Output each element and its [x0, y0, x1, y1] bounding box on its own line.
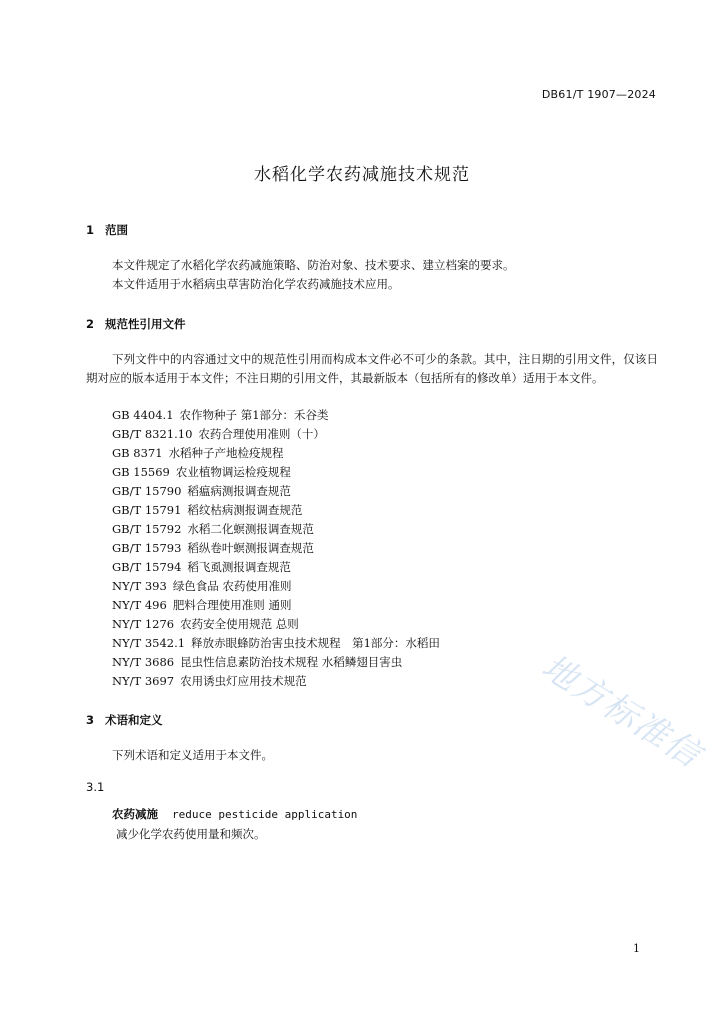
reference-title: 农作物种子 第1部分：禾谷类: [179, 408, 329, 422]
reference-code: NY/T 1276: [112, 617, 175, 631]
reference-code: GB 15569: [112, 465, 170, 479]
page-number: 1: [633, 942, 640, 955]
reference-code: NY/T 3686: [112, 655, 175, 669]
scope-line: 本文件规定了水稻化学农药减施策略、防治对象、技术要求、建立档案的要求。: [112, 258, 515, 272]
document-title: 水稻化学农药减施技术规范: [254, 165, 470, 185]
reference-list: [112, 406, 440, 691]
term-english: reduce pesticide application: [172, 808, 358, 821]
reference-item: [112, 653, 440, 672]
reference-item: [112, 596, 440, 615]
reference-code: GB/T 15792: [112, 522, 182, 536]
reference-code: GB/T 8321.10: [112, 427, 193, 441]
reference-title: 稻纵卷叶螟测报调查规范: [187, 541, 314, 555]
reference-item: [112, 520, 440, 539]
normative-intro: 下列文件中的内容通过文中的规范性引用而构成本文件必不可少的条款。其中，注日期的引用文件，仅该日期对应的版本适用于本文件；不注日期的引用文件，其最新版本（包括所有的修改单）适用于本文件。: [86, 352, 658, 385]
reference-code: GB 8371: [112, 446, 163, 460]
watermark: 地方标准信: [534, 646, 709, 777]
reference-item: [112, 444, 440, 463]
reference-item: [112, 672, 440, 691]
term-definition: 减少化学农药使用量和频次。: [116, 827, 266, 841]
scope-line: 本文件适用于水稻病虫草害防治化学农药减施技术应用。: [112, 277, 400, 291]
reference-item: [112, 615, 440, 634]
reference-title: 释放赤眼蜂防治害虫技术规程 第1部分：水稻田: [191, 636, 440, 650]
reference-title: 稻纹枯病测报调查规范: [187, 503, 303, 517]
reference-code: GB/T 15794: [112, 560, 182, 574]
reference-item: [112, 634, 440, 653]
reference-title: 农用诱虫灯应用技术规范: [180, 674, 307, 688]
section-number: 1: [86, 223, 95, 237]
section-number: 3: [86, 713, 95, 727]
reference-title: 农药合理使用准则（十）: [198, 427, 325, 441]
reference-code: NY/T 3542.1: [112, 636, 186, 650]
reference-item: [112, 539, 440, 558]
reference-item: [112, 501, 440, 520]
terms-intro: [86, 746, 658, 765]
section-heading-normative: [86, 316, 186, 332]
reference-title: 水稻二化螟测报调查规范: [187, 522, 314, 536]
reference-title: 稻飞虱测报调查规范: [187, 560, 291, 574]
section-heading-scope: [86, 222, 128, 238]
reference-title: 农药安全使用规范 总则: [180, 617, 299, 631]
reference-code: GB/T 15793: [112, 541, 182, 555]
reference-item: [112, 577, 440, 596]
reference-title: 农业植物调运检疫规程: [175, 465, 291, 479]
reference-code: NY/T 3697: [112, 674, 175, 688]
section-heading-terms: [86, 712, 163, 728]
reference-item: [112, 425, 440, 444]
section-title: 范围: [105, 223, 128, 237]
document-code: DB61/T 1907—2024: [541, 88, 656, 101]
scope-paragraph: [86, 256, 658, 294]
reference-title: 水稻种子产地检疫规程: [168, 446, 284, 460]
term-chinese: 农药减施: [112, 807, 158, 821]
subsection-number: 3.1: [86, 780, 105, 794]
section-title: 术语和定义: [105, 713, 163, 727]
reference-code: NY/T 496: [112, 598, 167, 612]
section-title: 规范性引用文件: [105, 317, 186, 331]
reference-item: [112, 406, 440, 425]
reference-code: GB 4404.1: [112, 408, 174, 422]
term-entry: [112, 806, 357, 822]
reference-item: [112, 463, 440, 482]
reference-title: 绿色食品 农药使用准则: [172, 579, 292, 593]
section-number: 2: [86, 317, 95, 331]
reference-item: [112, 558, 440, 577]
reference-title: 肥料合理使用准则 通则: [172, 598, 292, 612]
reference-code: GB/T 15790: [112, 484, 182, 498]
terms-intro-line: 下列术语和定义适用于本文件。: [112, 748, 273, 762]
reference-code: GB/T 15791: [112, 503, 182, 517]
reference-title: 昆虫性信息素防治技术规程 水稻鳞翅目害虫: [180, 655, 403, 669]
reference-item: [112, 482, 440, 501]
reference-title: 稻瘟病测报调查规范: [187, 484, 291, 498]
reference-code: NY/T 393: [112, 579, 167, 593]
